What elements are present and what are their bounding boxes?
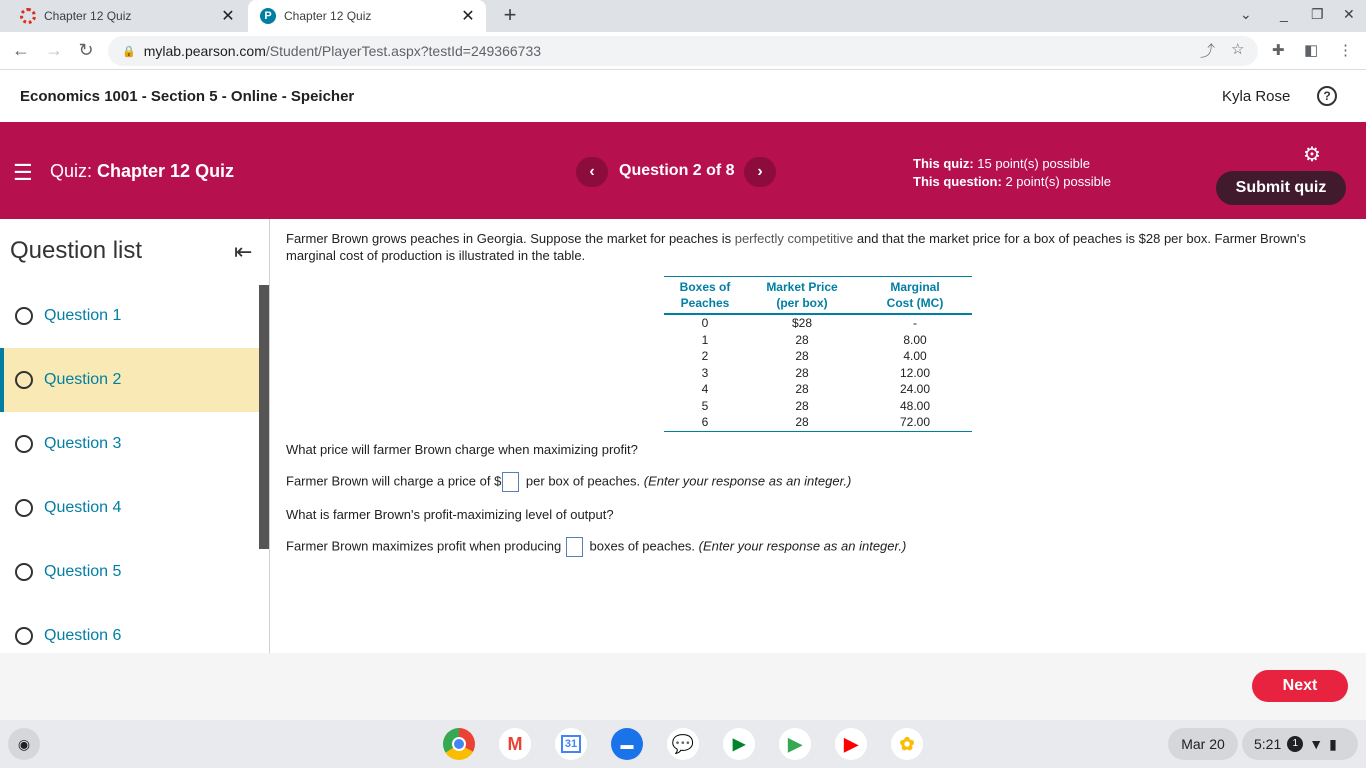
- table-header: Marginal Cost (MC): [858, 277, 972, 315]
- files-icon[interactable]: ▬: [611, 728, 643, 760]
- calendar-icon[interactable]: 31: [555, 728, 587, 760]
- table-cell: 28: [795, 382, 809, 396]
- play-store-icon[interactable]: ▶: [779, 728, 811, 760]
- table-cell: 4: [701, 382, 709, 396]
- this-quiz-label: This quiz:: [913, 156, 974, 171]
- close-tab-icon[interactable]: ✕: [221, 8, 235, 25]
- launcher-icon[interactable]: ◉: [8, 728, 40, 760]
- question-item-1[interactable]: [0, 284, 259, 348]
- quiz-prefix: Quiz:: [50, 161, 93, 181]
- os-shelf: [0, 720, 1366, 768]
- points-info: [913, 155, 1111, 191]
- part1-text-before: Farmer Brown will charge a price of $: [286, 473, 502, 489]
- part1-question: What price will farmer Brown charge when maximizing profit?: [286, 442, 638, 457]
- table-row: [664, 348, 972, 365]
- question-content: [286, 230, 1326, 554]
- youtube-icon[interactable]: ▶: [835, 728, 867, 760]
- user-name[interactable]: Kyla Rose: [1222, 88, 1291, 105]
- question-item-3[interactable]: [0, 412, 259, 476]
- this-quiz-value: 15 point(s) possible: [977, 156, 1091, 171]
- meet-icon[interactable]: ▶: [723, 728, 755, 760]
- hamburger-menu-icon[interactable]: ☰: [13, 160, 33, 185]
- table-cell: 28: [795, 332, 809, 347]
- pearson-favicon-icon: P: [260, 8, 276, 24]
- table-cell: 1: [701, 332, 709, 347]
- browser-tab-strip: [0, 0, 1366, 32]
- browser-toolbar: [0, 32, 1366, 70]
- time-display: 5:21: [1254, 736, 1282, 752]
- table-cell: 2: [701, 349, 709, 363]
- side-panel-icon[interactable]: ◧: [1304, 42, 1319, 59]
- quiz-header: [0, 122, 1366, 219]
- question-text: [286, 230, 1326, 264]
- table-cell: 0: [701, 316, 709, 330]
- url-host: mylab.pearson.com: [143, 43, 266, 59]
- close-tab-icon[interactable]: ✕: [461, 8, 475, 25]
- question-list-sidebar: [0, 219, 270, 653]
- settings-gear-icon[interactable]: ⚙: [1303, 144, 1321, 166]
- question-item-4[interactable]: [0, 476, 259, 540]
- part2-answer-line: [286, 537, 906, 557]
- table-header-row: [664, 277, 972, 315]
- part2-question: What is farmer Brown's profit-maximizing level of output?: [286, 507, 614, 522]
- help-icon[interactable]: ?: [1317, 86, 1337, 106]
- part1-answer-line: [286, 472, 851, 492]
- table-cell: 12.00: [899, 365, 931, 380]
- url-path: /Student/PlayerTest.aspx?testId=249366733: [265, 43, 542, 59]
- table-row: [664, 398, 972, 415]
- part1-hint: (Enter your response as an integer.): [643, 473, 852, 489]
- lock-icon: 🔒: [122, 45, 136, 58]
- radio-icon: [15, 307, 33, 325]
- question-item-label: Question 6: [44, 627, 122, 644]
- table-header: Boxes of Peaches: [664, 277, 746, 315]
- table-cell: 28: [795, 349, 809, 363]
- gmail-icon[interactable]: M: [499, 728, 531, 760]
- loading-icon: [20, 8, 36, 24]
- radio-icon: [15, 371, 33, 389]
- table-row: [664, 365, 972, 382]
- share-icon[interactable]: ⤴: [1200, 43, 1216, 60]
- question-item-label: Question 5: [44, 563, 122, 580]
- back-icon[interactable]: ←: [12, 40, 30, 60]
- question-text-after: and that the market price for a box of peaches is $28 per box. Farmer Brown's marginal cost of production is illustrated in the table.: [286, 231, 1306, 263]
- question-item-5[interactable]: [0, 540, 259, 604]
- radio-icon: [15, 563, 33, 581]
- submit-quiz-button[interactable]: Submit quiz: [1216, 171, 1346, 205]
- reload-icon[interactable]: ↻: [78, 40, 94, 60]
- bookmark-star-icon[interactable]: ☆: [1231, 41, 1245, 58]
- this-question-value: 2 point(s) possible: [1005, 174, 1111, 189]
- part1-text-after: per box of peaches.: [522, 473, 641, 489]
- date-display[interactable]: Mar 20: [1168, 728, 1238, 760]
- tab-title: Chapter 12 Quiz: [44, 9, 132, 23]
- radio-icon: [15, 499, 33, 517]
- question-item-label: Question 2: [44, 371, 122, 388]
- extensions-icon[interactable]: ✚: [1272, 42, 1285, 59]
- question-list-title: Question list: [10, 237, 143, 264]
- glossary-term-link[interactable]: perfectly competitive: [734, 231, 854, 246]
- tab-title: Chapter 12 Quiz: [284, 9, 372, 23]
- question-item-label: Question 1: [44, 307, 122, 324]
- this-question-label: This question:: [913, 174, 1002, 189]
- question-item-6[interactable]: [0, 604, 259, 653]
- wifi-icon: ▼: [1309, 736, 1324, 752]
- restore-icon[interactable]: ❐: [1311, 6, 1324, 22]
- chevron-left-icon: ‹: [589, 163, 595, 180]
- radio-icon: [15, 435, 33, 453]
- question-item-2[interactable]: [0, 348, 259, 412]
- battery-icon: ▮: [1329, 735, 1337, 752]
- close-window-icon[interactable]: ✕: [1343, 6, 1355, 22]
- browser-tab-1[interactable]: [8, 0, 246, 32]
- question-text-before: Farmer Brown grows peaches in Georgia. Suppose the market for peaches is: [286, 231, 735, 246]
- table-cell: 48.00: [899, 398, 931, 413]
- forward-icon[interactable]: →: [45, 40, 63, 60]
- table-cell: 72.00: [858, 414, 972, 431]
- course-header: [0, 70, 1366, 122]
- table-header: Market Price (per box): [746, 277, 858, 315]
- table-cell: 3: [701, 365, 709, 380]
- output-answer-input[interactable]: [566, 537, 583, 557]
- photos-icon[interactable]: ✿: [891, 728, 923, 760]
- address-bar[interactable]: [108, 36, 1258, 66]
- table-cell: 28: [746, 414, 858, 431]
- part2-hint: (Enter your response as an integer.): [698, 538, 907, 554]
- course-title: Economics 1001 - Section 5 - Online - Speicher: [20, 88, 355, 105]
- status-tray[interactable]: [1242, 728, 1358, 760]
- table-row: [664, 414, 972, 431]
- browser-tab-2[interactable]: [248, 0, 486, 32]
- question-item-label: Question 3: [44, 435, 122, 452]
- sidebar-scrollbar[interactable]: [259, 285, 269, 549]
- table-cell: 6: [664, 414, 746, 431]
- question-counter: Question 2 of 8: [619, 162, 735, 179]
- quiz-footer: [0, 653, 1366, 720]
- table-cell: 28: [795, 365, 809, 380]
- table-cell: 8.00: [903, 332, 927, 347]
- price-answer-input[interactable]: [502, 472, 519, 492]
- chevron-right-icon: ›: [757, 163, 763, 180]
- quiz-title: [50, 161, 234, 182]
- table-cell: -: [913, 316, 917, 330]
- part2-text-before: Farmer Brown maximizes profit when producing: [286, 538, 562, 554]
- table-cell: 5: [701, 398, 709, 413]
- notification-badge: 1: [1287, 736, 1303, 752]
- part2-text-after: boxes of peaches.: [585, 538, 696, 554]
- table-cell: 24.00: [899, 382, 931, 396]
- minimize-icon[interactable]: _: [1280, 6, 1288, 22]
- quiz-name: Chapter 12 Quiz: [97, 161, 235, 181]
- marginal-cost-table: [664, 276, 972, 432]
- table-cell: $28: [791, 316, 813, 330]
- browser-menu-icon[interactable]: ⋮: [1338, 42, 1353, 59]
- radio-icon: [15, 627, 33, 645]
- chat-icon[interactable]: 💬: [667, 728, 699, 760]
- next-question-button[interactable]: [744, 157, 776, 187]
- tab-search-icon[interactable]: ⌄: [1240, 6, 1252, 22]
- chrome-icon[interactable]: [443, 728, 475, 760]
- collapse-sidebar-icon[interactable]: ⇤: [234, 239, 253, 264]
- table-row: [664, 314, 972, 332]
- next-button[interactable]: Next: [1252, 670, 1348, 702]
- table-row: [664, 332, 972, 349]
- new-tab-icon[interactable]: +: [503, 2, 517, 27]
- question-item-label: Question 4: [44, 499, 122, 516]
- previous-question-button[interactable]: [576, 157, 608, 187]
- table-cell: 28: [795, 398, 809, 413]
- table-row: [664, 381, 972, 398]
- table-cell: 4.00: [903, 349, 927, 363]
